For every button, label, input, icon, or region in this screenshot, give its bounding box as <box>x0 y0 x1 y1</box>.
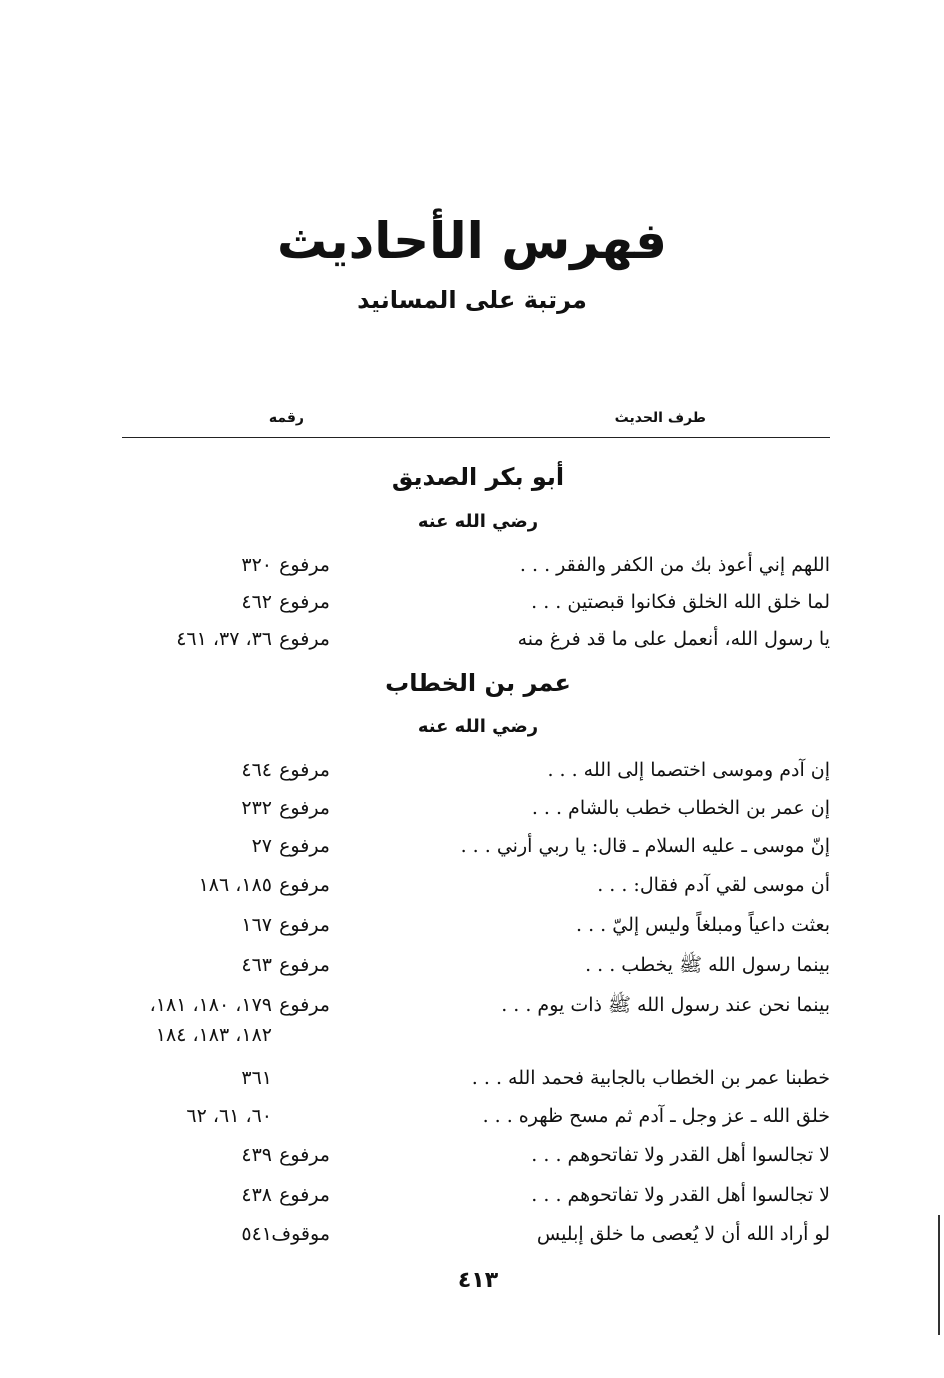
section-heading: عمر بن الخطاب <box>385 669 571 697</box>
hadith-text: لما خلق الله الخلق فكانوا قبصتين . . . <box>531 591 830 613</box>
hadith-type: مرفوع <box>279 1144 330 1166</box>
index-entry <box>110 755 830 785</box>
hadith-text: خلق الله ـ عز وجل ـ آدم ثم مسح ظهره . . . <box>482 1105 830 1127</box>
hadith-type: مرفوع <box>279 994 330 1016</box>
hadith-text: بينما نحن عند رسول الله ﷺ ذات يوم . . . <box>501 994 830 1016</box>
index-entry <box>110 831 830 861</box>
hadith-numbers: ٤٣٩ <box>241 1144 272 1166</box>
column-header-number: رقمه <box>268 410 304 426</box>
index-entry <box>110 1063 830 1093</box>
index-entry <box>110 990 830 1050</box>
hadith-type: مرفوع <box>279 797 330 819</box>
index-entry <box>110 1140 830 1170</box>
index-entry <box>110 910 830 940</box>
hadith-text: بينما رسول الله ﷺ يخطب . . . <box>585 954 830 976</box>
hadith-numbers: ٤٦٤ <box>241 759 272 781</box>
hadith-type: مرفوع <box>279 874 330 896</box>
section-honorific: رضي الله عنه <box>417 716 539 737</box>
hadith-type: مرفوع <box>279 954 330 976</box>
page-subtitle: مرتبة على المسانيد <box>357 286 587 314</box>
hadith-text: اللهم إني أعوذ بك من الكفر والفقر . . . <box>519 554 830 576</box>
hadith-type: مرفوع <box>279 628 330 650</box>
hadith-type: مرفوع <box>279 554 330 576</box>
column-header-hadith: طرف الحديث <box>614 410 706 426</box>
hadith-text: أن موسى لقي آدم فقال: . . . <box>597 874 830 896</box>
hadith-text: إنّ موسى ـ عليه السلام ـ قال: يا ربي أرني . . . <box>460 835 830 857</box>
hadith-text: خطبنا عمر بن الخطاب بالجابية فحمد الله . . . <box>471 1067 830 1089</box>
hadith-type: مرفوع <box>279 1184 330 1206</box>
index-entry <box>110 1180 830 1210</box>
index-entry <box>110 793 830 823</box>
section-honorific: رضي الله عنه <box>417 511 539 532</box>
index-entry <box>110 1219 830 1249</box>
hadith-numbers: ٣٢٠ <box>241 554 272 576</box>
hadith-numbers: ١٧٩، ١٨٠، ١٨١، <box>149 994 272 1016</box>
hadith-numbers-continued: ١٨٢، ١٨٣، ١٨٤ <box>155 1024 272 1046</box>
hadith-text: إن عمر بن الخطاب خطب بالشام . . . <box>531 797 830 819</box>
hadith-text: بعثت داعياً ومبلغاً وليس إليّ . . . <box>576 914 830 936</box>
hadith-text: لو أراد الله أن لا يُعصى ما خلق إبليس <box>536 1223 830 1245</box>
index-entry <box>110 870 830 900</box>
hadith-type: مرفوع <box>279 591 330 613</box>
hadith-text: يا رسول الله، أنعمل على ما قد فرغ منه <box>517 628 830 650</box>
hadith-type: مرفوع <box>279 835 330 857</box>
hadith-numbers: ٤٦٣ <box>241 954 272 976</box>
index-entry <box>110 624 830 654</box>
hadith-numbers: ٣٦، ٣٧، ٤٦١ <box>176 628 272 650</box>
index-entry <box>110 587 830 617</box>
hadith-numbers: ٢٧ <box>251 835 272 857</box>
hadith-numbers: ١٦٧ <box>241 914 272 936</box>
hadith-text: لا تجالسوا أهل القدر ولا تفاتحوهم . . . <box>531 1184 830 1206</box>
hadith-type: مرفوع <box>279 759 330 781</box>
hadith-numbers: ٤٦٢ <box>241 591 272 613</box>
scan-edge-line <box>938 1215 940 1335</box>
section-heading: أبو بكر الصديق <box>391 463 565 491</box>
index-entry <box>110 550 830 580</box>
hadith-type: مرفوع <box>279 914 330 936</box>
hadith-type: موقوف <box>271 1223 330 1245</box>
index-entry <box>110 950 830 980</box>
index-entry <box>110 1101 830 1131</box>
page-number: ٤١٣ <box>457 1268 499 1293</box>
hadith-numbers: ٤٣٨ <box>241 1184 272 1206</box>
hadith-numbers: ٦٠، ٦١، ٦٢ <box>186 1105 272 1127</box>
page-title: فهرس الأحاديث <box>276 212 668 270</box>
hadith-text: إن آدم وموسى اختصما إلى الله . . . <box>547 759 830 781</box>
hadith-text: لا تجالسوا أهل القدر ولا تفاتحوهم . . . <box>531 1144 830 1166</box>
hadith-numbers: ١٨٥، ١٨٦ <box>198 874 272 896</box>
hadith-numbers: ٣٦١ <box>241 1067 272 1089</box>
header-divider <box>122 437 830 438</box>
hadith-numbers: ٢٣٢ <box>241 797 272 819</box>
hadith-numbers: ٥٤١ <box>241 1223 272 1245</box>
